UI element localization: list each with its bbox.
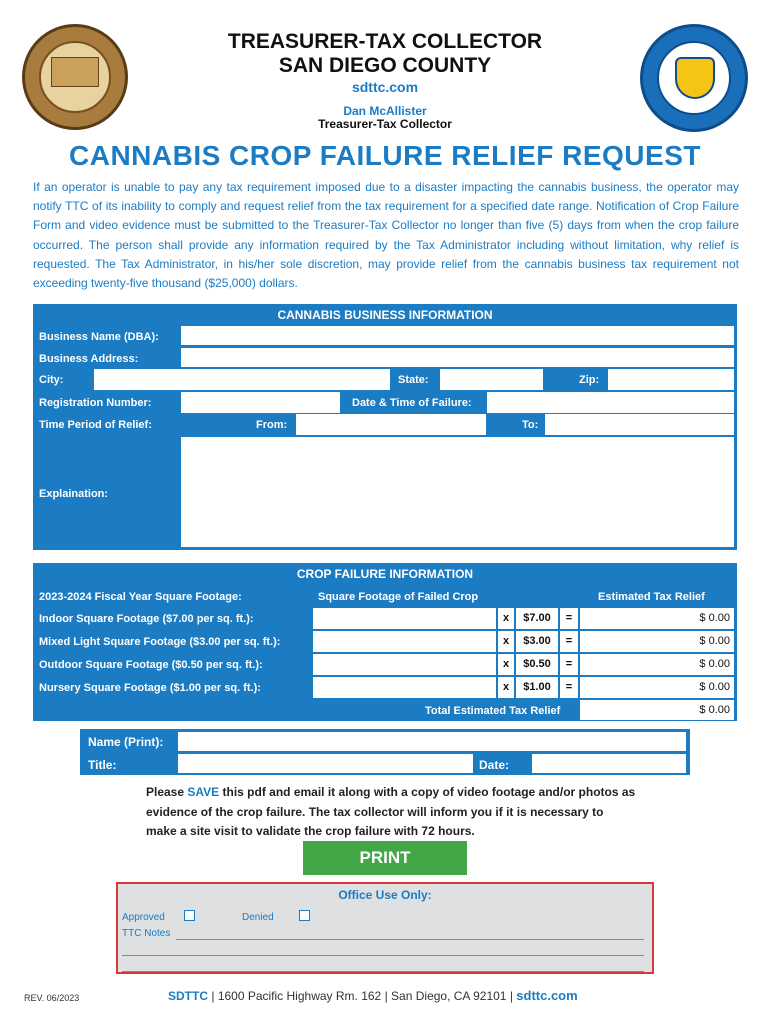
failed-sqft-input[interactable]	[313, 677, 496, 698]
col-failed-header: Square Footage of Failed Crop	[318, 591, 479, 603]
name-print-input[interactable]	[178, 732, 686, 751]
header-website-link[interactable]: sdttc.com	[351, 79, 419, 95]
footer-line	[168, 988, 578, 1003]
relief-output: $ 0.00	[580, 654, 734, 675]
org-line2: SAN DIEGO COUNTY	[278, 54, 492, 77]
denied-label: Denied	[242, 912, 274, 923]
registration-input[interactable]	[181, 392, 340, 413]
notes-line	[122, 971, 644, 972]
multiply-sign: x	[498, 631, 514, 652]
equals-sign: =	[560, 608, 578, 629]
footer-separator: |	[211, 989, 215, 1003]
instructions-post: this pdf and email it along with a copy of video footage and/or photos as evidence of the crop failure. The tax collector will inform you if it is necessary to make a site visit to validate the crop failure with 72 hours.	[146, 785, 636, 838]
zip-input[interactable]	[608, 369, 734, 390]
date-input[interactable]	[532, 754, 686, 773]
multiply-sign: x	[498, 654, 514, 675]
registration-label: Registration Number:	[39, 397, 152, 409]
save-keyword: SAVE	[187, 785, 220, 799]
relief-output: $ 0.00	[580, 631, 734, 652]
footer-separator: |	[384, 989, 388, 1003]
intro-paragraph: If an operator is unable to pay any tax requirement imposed due to a disaster impacting the cannabis business, the operator may notify TTC of its inability to comply and request relief from the tax requirement for a specified date range. Notification of Crop Failure Form and video evidence must be submitted to the Treasurer-Tax Collector no longer than five (5) days from when the crop failure occurred. The person shall provide any information required by the Tax Administrator including without limitation, why relief is requested. The Tax Administrator, in his/her sole discretion, may provide relief from the cannabis business tax requirement not exceeding twenty-five thousand ($25,000) dollars.	[33, 180, 739, 291]
state-input[interactable]	[440, 369, 543, 390]
office-use-title: Office Use Only:	[338, 888, 432, 902]
multiply-sign: x	[498, 677, 514, 698]
rate-value: $7.00	[516, 608, 558, 629]
title-input[interactable]	[178, 754, 473, 773]
crop-row-label: Nursery Square Footage ($1.00 per sq. ft.):	[39, 682, 261, 694]
rate-value: $0.50	[516, 654, 558, 675]
revision-label: REV. 06/2023	[24, 993, 80, 1003]
relief-period-label: Time Period of Relief:	[39, 419, 152, 431]
footer-city: San Diego, CA 92101	[391, 989, 507, 1003]
print-button[interactable]: PRINT	[303, 841, 467, 875]
equals-sign: =	[560, 631, 578, 652]
multiply-sign: x	[498, 608, 514, 629]
business-address-label: Business Address:	[39, 353, 139, 365]
city-input[interactable]	[94, 369, 390, 390]
to-label: To:	[522, 419, 539, 431]
relief-to-input[interactable]	[545, 414, 734, 435]
ttc-notes-label: TTC Notes	[122, 928, 171, 939]
failed-sqft-input[interactable]	[313, 654, 496, 675]
org-line1: TREASURER-TAX COLLECTOR	[227, 30, 543, 53]
business-address-input[interactable]	[181, 348, 734, 367]
crop-row-label: Indoor Square Footage ($7.00 per sq. ft.):	[39, 613, 254, 625]
from-label: From:	[256, 419, 288, 431]
equals-sign: =	[560, 654, 578, 675]
rate-value: $3.00	[516, 631, 558, 652]
relief-output: $ 0.00	[580, 677, 734, 698]
failed-sqft-input[interactable]	[313, 608, 496, 629]
notes-line	[122, 955, 644, 956]
total-relief-label: Total Estimated Tax Relief	[425, 705, 561, 717]
crop-row-label: Outdoor Square Footage ($0.50 per sq. ft.):	[39, 659, 263, 671]
footer-address: 1600 Pacific Highway Rm. 162	[217, 989, 382, 1003]
approved-label: Approved	[122, 912, 165, 923]
explanation-textarea[interactable]	[181, 437, 734, 547]
business-section-title: CANNABIS BUSINESS INFORMATION	[277, 308, 493, 322]
rate-value: $1.00	[516, 677, 558, 698]
relief-from-input[interactable]	[296, 414, 486, 435]
equals-sign: =	[560, 677, 578, 698]
name-print-label: Name (Print):	[88, 735, 164, 749]
business-name-input[interactable]	[181, 326, 734, 345]
state-label: State:	[398, 374, 429, 386]
explanation-label: Explaination:	[39, 488, 109, 500]
city-label: City:	[39, 374, 64, 386]
crop-row-label: Mixed Light Square Footage ($3.00 per sq. ft.):	[39, 636, 281, 648]
page-title: CANNABIS CROP FAILURE RELIEF REQUEST	[69, 140, 701, 171]
total-relief-output: $ 0.00	[580, 700, 734, 720]
col-fiscal-header: 2023-2024 Fiscal Year Square Footage:	[39, 591, 242, 603]
footer-org: SDTTC	[168, 989, 208, 1003]
col-relief-header: Estimated Tax Relief	[598, 591, 705, 603]
failure-datetime-input[interactable]	[487, 392, 734, 413]
crop-section-title: CROP FAILURE INFORMATION	[296, 567, 474, 581]
instructions-pre: Please	[146, 785, 188, 799]
notes-line	[176, 939, 644, 940]
official-name: Dan McAllister	[343, 104, 427, 118]
date-label: Date:	[479, 758, 510, 772]
footer-separator: |	[509, 989, 513, 1003]
business-name-label: Business Name (DBA):	[39, 331, 159, 343]
footer-website-link[interactable]: sdttc.com	[516, 988, 578, 1003]
failure-datetime-label: Date & Time of Failure:	[352, 397, 472, 409]
denied-checkbox[interactable]	[299, 910, 310, 921]
approved-checkbox[interactable]	[184, 910, 195, 921]
failed-sqft-input[interactable]	[313, 631, 496, 652]
relief-output: $ 0.00	[580, 608, 734, 629]
instructions-text	[146, 783, 636, 842]
official-title: Treasurer-Tax Collector	[318, 117, 452, 131]
title-label: Title:	[88, 758, 117, 772]
zip-label: Zip:	[579, 374, 600, 386]
